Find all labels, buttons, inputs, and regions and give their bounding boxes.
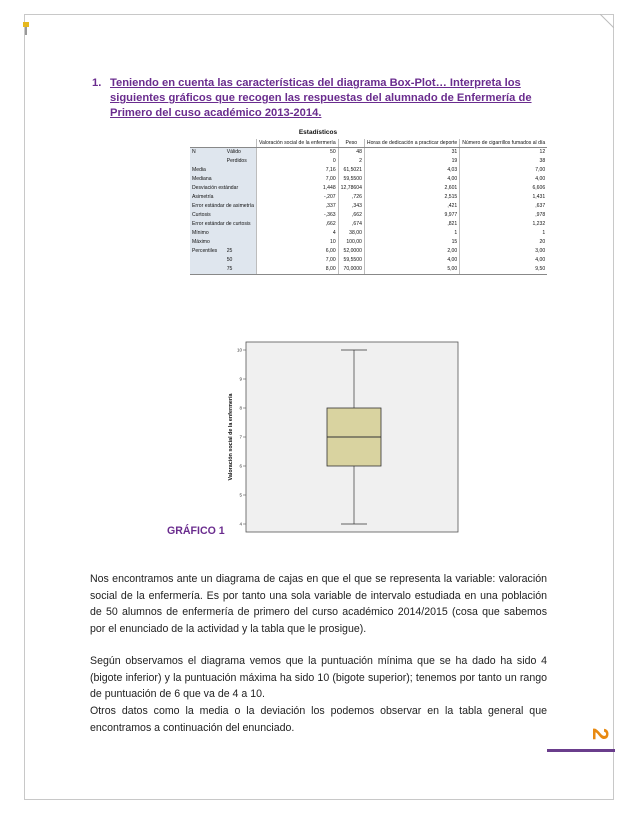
table-cell: 3,00 xyxy=(460,247,547,256)
row-label: N xyxy=(190,147,225,157)
table-row xyxy=(190,157,547,166)
table-cell: 1,232 xyxy=(460,220,547,229)
table-row xyxy=(190,175,547,184)
table-cell: 2 xyxy=(338,157,364,166)
table-cell: 70,0000 xyxy=(338,265,364,275)
table-cell: 4,00 xyxy=(364,175,459,184)
table-cell: 100,00 xyxy=(338,238,364,247)
paragraph: Nos encontramos ante un diagrama de cajas en que el que se representa la variable: valoración social de la enfermería. Es por tanto una sola variable de intervalo estudiada en una población de 50 alumnos de enfermería de primero del curso académico 2014/2015 (cosa que sabemos por el enunciado de la actividad y la tabla que le prosigue). xyxy=(90,573,547,635)
page-corner-fold-icon xyxy=(600,14,614,28)
table-cell: 4,00 xyxy=(364,256,459,265)
table-cell: 6,606 xyxy=(460,184,547,193)
paragraph: Otros datos como la media o la deviación los podemos observar en la tabla general que encontramos a continuación del enunciado. xyxy=(90,705,547,734)
figure-label: GRÁFICO 1 xyxy=(167,525,225,537)
row-label: Percentiles xyxy=(190,247,225,256)
table-row xyxy=(190,211,547,220)
stats-header: Número de cigarrillos fumados al día xyxy=(460,139,547,147)
table-cell: ,337 xyxy=(257,202,339,211)
row-label: Media xyxy=(190,166,257,175)
table-cell: ,978 xyxy=(460,211,547,220)
y-tick-label: 10 xyxy=(236,347,242,353)
table-row xyxy=(190,166,547,175)
table-cell: 1,431 xyxy=(460,193,547,202)
table-cell: 4,00 xyxy=(460,175,547,184)
row-label xyxy=(190,157,225,166)
table-cell: ,343 xyxy=(338,202,364,211)
y-tick-label: 5 xyxy=(239,492,242,498)
table-cell: 15 xyxy=(364,238,459,247)
table-cell: ,674 xyxy=(338,220,364,229)
row-label: Asimetría xyxy=(190,193,257,202)
table-cell: 4,00 xyxy=(460,256,547,265)
table-cell: 38,00 xyxy=(338,229,364,238)
table-cell: 7,16 xyxy=(257,166,339,175)
table-row xyxy=(190,184,547,193)
table-cell: 1 xyxy=(364,229,459,238)
stats-header-blank xyxy=(190,139,257,147)
table-row xyxy=(190,193,547,202)
table-cell: 9,50 xyxy=(460,265,547,275)
table-cell: 7,00 xyxy=(257,256,339,265)
table-cell: 12 xyxy=(460,147,547,157)
table-cell: 19 xyxy=(364,157,459,166)
table-cell: 50 xyxy=(257,147,339,157)
table-cell: ,662 xyxy=(338,211,364,220)
row-label: Error estándar de asimetría xyxy=(190,202,257,211)
y-tick-label: 7 xyxy=(239,434,242,440)
table-row xyxy=(190,238,547,247)
boxplot-svg xyxy=(224,338,460,534)
table-cell: 10 xyxy=(257,238,339,247)
table-row xyxy=(190,147,547,157)
row-sublabel: 50 xyxy=(225,256,257,265)
table-cell: ,726 xyxy=(338,193,364,202)
stats-header: Peso xyxy=(338,139,364,147)
stats-header: Horas de dedicación a practicar deporte xyxy=(364,139,459,147)
y-tick-label: 6 xyxy=(239,463,242,469)
table-cell: 7,00 xyxy=(460,166,547,175)
table-cell: 8,00 xyxy=(257,265,339,275)
table-cell: 5,00 xyxy=(364,265,459,275)
row-sublabel: 25 xyxy=(225,247,257,256)
row-label: Mínimo xyxy=(190,229,257,238)
table-row xyxy=(190,265,547,275)
table-row xyxy=(190,247,547,256)
row-sublabel: 75 xyxy=(225,265,257,275)
y-tick-label: 8 xyxy=(239,405,242,411)
table-cell: 38 xyxy=(460,157,547,166)
table-row xyxy=(190,220,547,229)
table-row xyxy=(190,256,547,265)
table-cell: 48 xyxy=(338,147,364,157)
row-label: Error estándar de curtosis xyxy=(190,220,257,229)
table-cell: 52,0000 xyxy=(338,247,364,256)
table-cell: 12,78604 xyxy=(338,184,364,193)
row-sublabel: Perdidos xyxy=(225,157,257,166)
row-label: Desviación estándar xyxy=(190,184,257,193)
stats-table-body xyxy=(190,147,547,274)
table-cell: 2,00 xyxy=(364,247,459,256)
table-cell: ,821 xyxy=(364,220,459,229)
y-tick-label: 9 xyxy=(239,376,242,382)
boxplot-chart xyxy=(224,338,460,534)
stats-table-title: Estadísticos xyxy=(298,129,338,136)
y-tick-label: 4 xyxy=(239,521,242,527)
table-cell: 6,00 xyxy=(257,247,339,256)
table-cell: 59,5500 xyxy=(338,175,364,184)
table-cell: 20 xyxy=(460,238,547,247)
table-cell: ,637 xyxy=(460,202,547,211)
row-label: Curtosis xyxy=(190,211,257,220)
table-cell: -,207 xyxy=(257,193,339,202)
pin-icon xyxy=(22,22,30,36)
table-cell: 0 xyxy=(257,157,339,166)
table-cell: 61,5021 xyxy=(338,166,364,175)
stats-header: Valoración social de la enfermería xyxy=(257,139,339,147)
question-text: Teniendo en cuenta las características del diagrama Box-Plot… Interpreta los siguientes gráficos que recogen las respuestas del alumnado de Enfermería de Primero del cuso académico 2013-2014. xyxy=(110,77,532,119)
table-row xyxy=(190,229,547,238)
row-label: Máximo xyxy=(190,238,257,247)
table-cell: 31 xyxy=(364,147,459,157)
page-number: 2 xyxy=(588,727,613,741)
stats-table-header xyxy=(190,139,547,147)
paragraph: Según observamos el diagrama vemos que la puntuación mínima que se ha dado ha sido 4 (bigote inferior) y la puntuación máxima ha sido 10 (bigote superior); tenemos por tanto un rango de puntuación de 6 que va de 4 a 10. xyxy=(90,655,547,701)
table-cell: 1,448 xyxy=(257,184,339,193)
table-cell: 1 xyxy=(460,229,547,238)
stats-table xyxy=(190,139,547,275)
table-cell: ,421 xyxy=(364,202,459,211)
y-axis-label: Valoración social de la enfermería xyxy=(228,393,234,481)
table-cell: 7,00 xyxy=(257,175,339,184)
question xyxy=(92,76,560,121)
table-cell: 2,601 xyxy=(364,184,459,193)
table-cell: ,662 xyxy=(257,220,339,229)
row-label xyxy=(190,265,225,275)
row-label: Mediana xyxy=(190,175,257,184)
table-cell: 59,5500 xyxy=(338,256,364,265)
row-sublabel: Válido xyxy=(225,147,257,157)
table-cell: 2,515 xyxy=(364,193,459,202)
table-cell: 4 xyxy=(257,229,339,238)
table-cell: -,363 xyxy=(257,211,339,220)
table-cell: 9,977 xyxy=(364,211,459,220)
row-label xyxy=(190,256,225,265)
footer-accent-bar xyxy=(547,749,615,752)
question-number: 1. xyxy=(92,77,102,89)
table-cell: 4,03 xyxy=(364,166,459,175)
table-row xyxy=(190,202,547,211)
